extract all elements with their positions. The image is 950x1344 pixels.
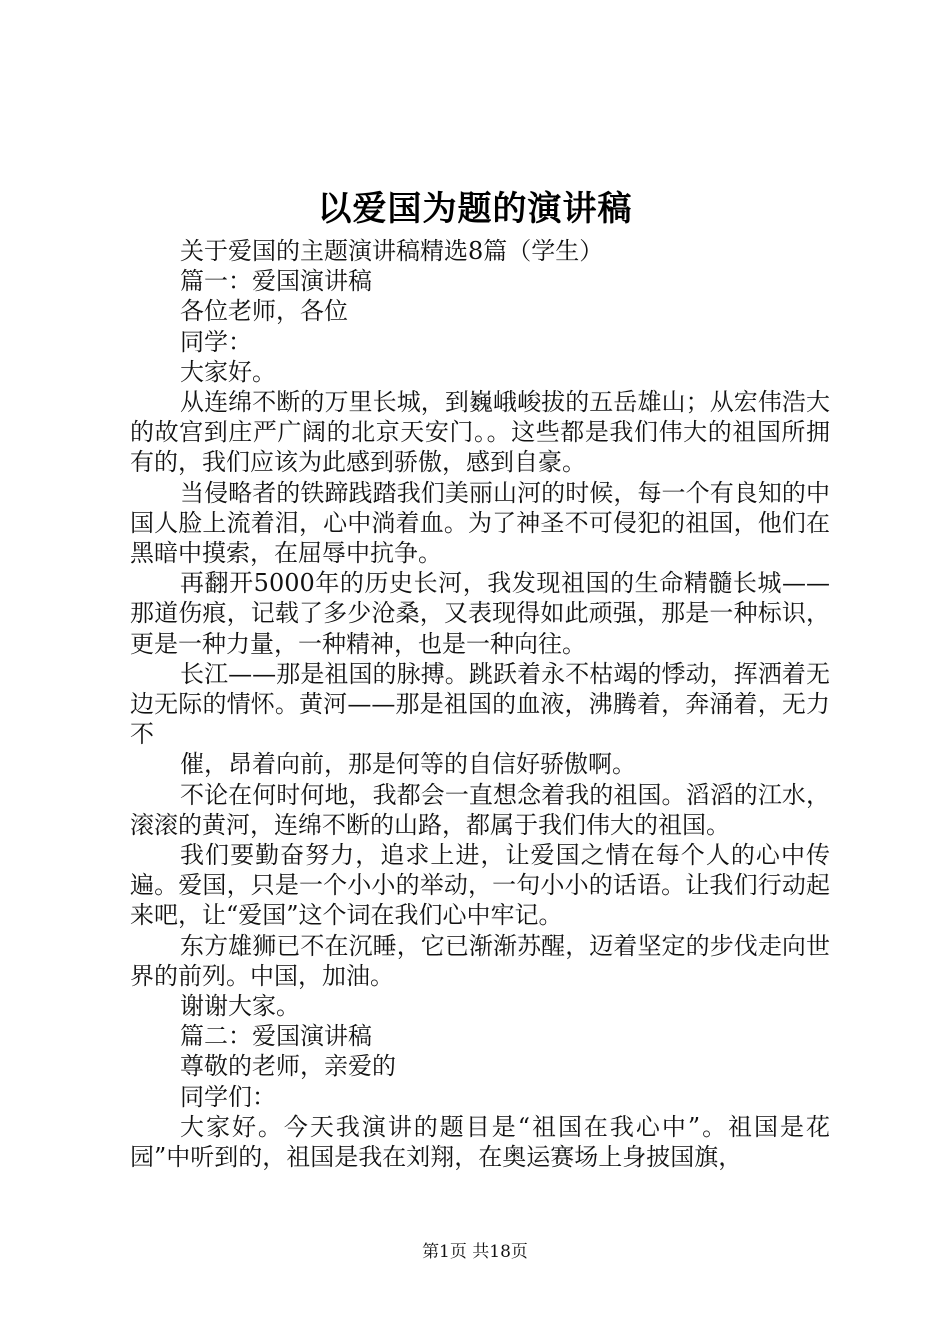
paragraph-greeting-1: 尊敬的老师，亲爱的 <box>180 1052 396 1081</box>
paragraph-body: 我们要勤奋努力，追求上进，让爱国之情在每个人的心中传遍。爱国，只是一个小小的举动，一句小小的话语。让我们行动起来吧，让“爱国”这个词在我们心中牢记。 <box>130 841 830 930</box>
paragraph-body: 从连绵不断的万里长城，到巍峨峻拔的五岳雄山；从宏伟浩大的故宫到庄严广阔的北京天安门。。这些都是我们伟大的祖国所拥有的，我们应该为此感到骄傲，感到自豪。 <box>130 388 830 477</box>
page-number: 第1页 共18页 <box>422 1242 528 1262</box>
paragraph-thanks: 谢谢大家。 <box>180 992 300 1021</box>
document-body <box>130 236 830 1172</box>
paragraph-greeting-2: 同学们： <box>180 1082 276 1111</box>
paragraph-hello: 大家好。 <box>180 357 276 386</box>
paragraph-body: 催，昂着向前，那是何等的自信好骄傲啊。 <box>180 750 636 779</box>
document-title: 以爱国为题的演讲稿 <box>317 189 633 229</box>
paragraph-body: 大家好。今天我演讲的题目是“祖国在我心中”。祖国是花园”中听到的，祖国是我在刘翔，在奥运赛场上身披国旗， <box>130 1112 830 1172</box>
paragraph-body: 不论在何时何地，我都会一直想念着我的祖国。滔滔的江水，滚滚的黄河，连绵不断的山路，都属于我们伟大的祖国。 <box>130 780 830 839</box>
section-heading-2: 篇二：爱国演讲稿 <box>180 1022 372 1051</box>
paragraph-body: 东方雄狮已不在沉睡，它已渐渐苏醒，迈着坚定的步伐走向世界的前列。中国，加油。 <box>130 931 830 990</box>
paragraph-body: 长江——那是祖国的脉搏。跳跃着永不枯竭的悸动，挥洒着无边无际的情怀。黄河——那是祖国的血液，沸腾着，奔涌着，无力不 <box>130 659 830 749</box>
paragraph-greeting-1: 各位老师，各位 <box>180 297 348 326</box>
paragraph-body: 当侵略者的铁蹄践踏我们美丽山河的时候，每一个有良知的中国人脸上流着泪，心中淌着血。为了神圣不可侵犯的祖国，他们在黑暗中摸索，在屈辱中抗争。 <box>130 478 830 568</box>
paragraph-body: 再翻开5000年的历史长河，我发现祖国的生命精髓长城——那道伤痕，记载了多少沧桑，又表现得如此顽强，那是一种标识，更是一种力量，一种精神，也是一种向往。 <box>130 569 830 658</box>
paragraph-intro: 关于爱国的主题演讲稿精选8篇（学生） <box>180 237 604 265</box>
section-heading-1: 篇一：爱国演讲稿 <box>180 267 372 296</box>
paragraph-greeting-2: 同学： <box>180 327 252 356</box>
